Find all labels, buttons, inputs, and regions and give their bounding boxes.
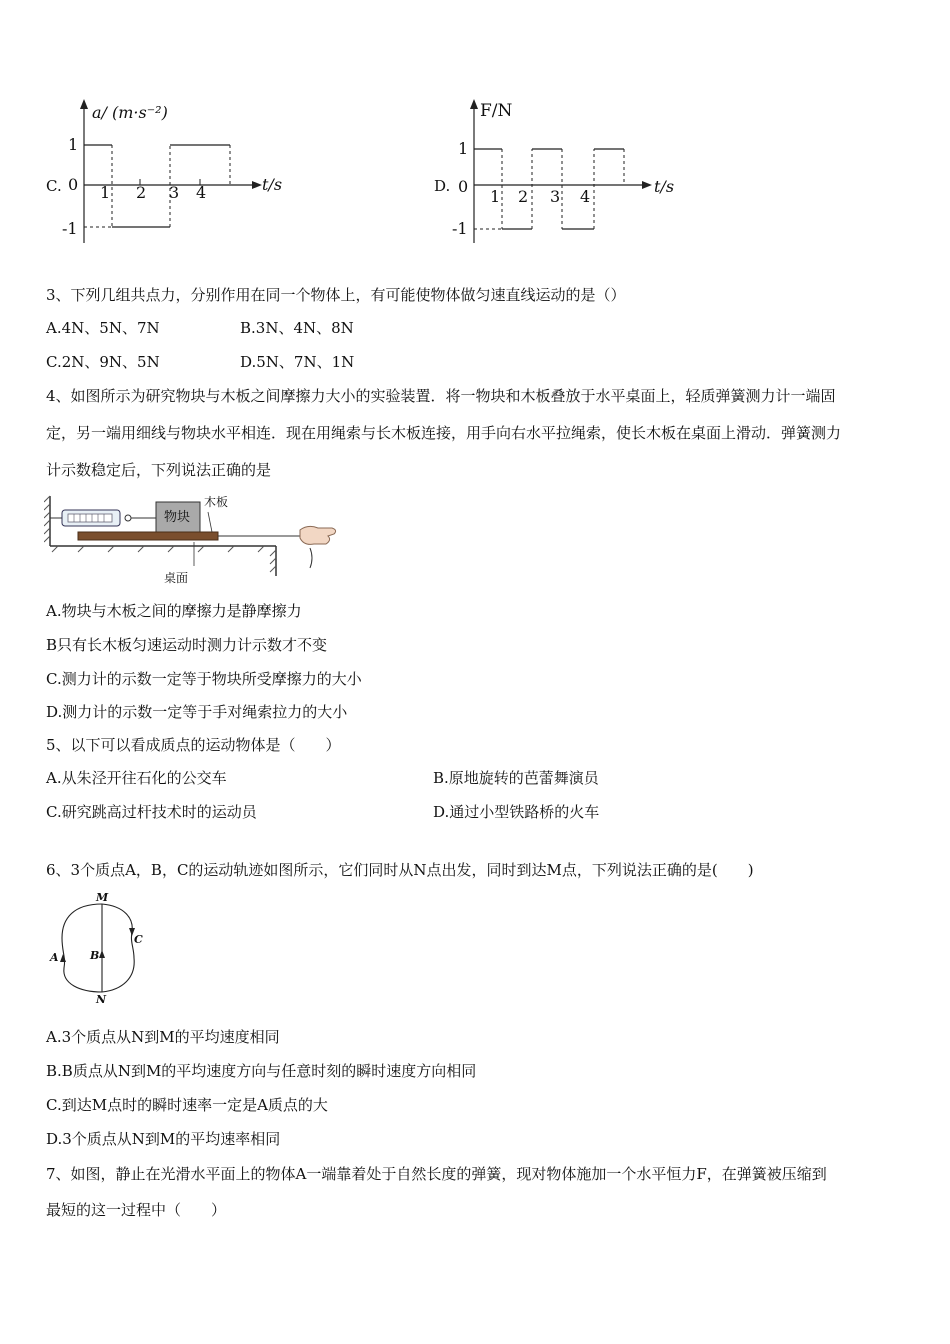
graph-d-y-tick-neg1: -1 bbox=[452, 219, 468, 238]
graph-c-y-axis-label: a/ (m·s⁻²) bbox=[92, 103, 168, 122]
q3-option-b: B.3N、4N、8N bbox=[240, 319, 354, 337]
q4-apparatus-diagram bbox=[44, 492, 344, 588]
q6-curve-a: A bbox=[50, 951, 59, 964]
q3-option-a: A.4N、5N、7N bbox=[46, 319, 160, 337]
graph-d-x-tick-2: 2 bbox=[518, 187, 529, 206]
graph-c-x-axis-label: t/s bbox=[262, 175, 283, 194]
q3-stem: 3、下列几组共点力，分别作用在同一个物体上，有可能使物体做匀速直线运动的是（） bbox=[46, 286, 626, 304]
graph-c-y-tick-neg1: -1 bbox=[62, 219, 78, 238]
q4-option-a: A.物块与木板之间的摩擦力是静摩擦力 bbox=[46, 602, 302, 620]
q6-option-d: D.3个质点从N到M的平均速率相同 bbox=[46, 1130, 281, 1148]
q7-stem-line-1: 7、如图，静止在光滑水平面上的物体A一端靠着处于自然长度的弹簧，现对物体施加一个水平恒力F，在弹簧被压缩到 bbox=[46, 1165, 827, 1183]
graph-c-x-tick-4: 4 bbox=[196, 183, 207, 202]
q4-block-label: 物块 bbox=[164, 510, 191, 525]
q4-option-b: B只有长木板匀速运动时测力计示数才不变 bbox=[46, 636, 328, 654]
graph-c-plot bbox=[40, 95, 300, 255]
q6-stem: 6、3个质点A，B，C的运动轨迹如图所示，它们同时从N点出发，同时到达M点，下列说法正确的是( ) bbox=[46, 861, 754, 879]
q4-table-label: 桌面 bbox=[164, 571, 189, 585]
q4-option-d: D.测力计的示数一定等于手对绳索拉力的大小 bbox=[46, 703, 348, 721]
q5-option-d: D.通过小型铁路桥的火车 bbox=[433, 803, 600, 821]
q4-stem-line-2: 定，另一端用细线与物块水平相连．现在用绳索与长木板连接，用手向右水平拉绳索，使长木板在桌面上滑动．弹簧测力 bbox=[46, 424, 842, 442]
q6-point-n: N bbox=[96, 993, 107, 1006]
q5-option-b: B.原地旋转的芭蕾舞演员 bbox=[433, 769, 599, 787]
graph-d-y-tick-0: 0 bbox=[458, 177, 469, 196]
graph-c-x-tick-3: 3 bbox=[169, 183, 180, 202]
q4-board-label: 木板 bbox=[204, 495, 229, 509]
q6-curve-b: B bbox=[90, 949, 100, 962]
q4-stem-line-1: 4、如图所示为研究物块与木板之间摩擦力大小的实验装置．将一物块和木板叠放于水平桌面上，轻质弹簧测力计一端固 bbox=[46, 387, 836, 405]
q7-stem-line-2: 最短的这一过程中（ ） bbox=[46, 1201, 227, 1219]
graph-d-plot bbox=[430, 95, 690, 255]
graph-d-y-axis-label: F/N bbox=[480, 101, 513, 121]
graph-c-option-label: C. bbox=[46, 177, 62, 195]
graph-d-option-label: D. bbox=[434, 177, 451, 195]
graph-d-x-tick-4: 4 bbox=[580, 187, 591, 206]
q6-point-m: M bbox=[96, 891, 109, 904]
q4-option-c: C.测力计的示数一定等于物块所受摩擦力的大小 bbox=[46, 670, 362, 688]
graph-c bbox=[40, 95, 300, 255]
q6-option-c: C.到达M点时的瞬时速率一定是A质点的大 bbox=[46, 1096, 328, 1114]
q6-option-a: A.3个质点从N到M的平均速度相同 bbox=[46, 1028, 280, 1046]
q6-option-b: B.B质点从N到M的平均速度方向与任意时刻的瞬时速度方向相同 bbox=[46, 1062, 477, 1080]
graph-c-x-tick-2: 2 bbox=[136, 183, 147, 202]
q5-option-a: A.从朱泾开往石化的公交车 bbox=[46, 769, 227, 787]
q5-option-c: C.研究跳高过杆技术时的运动员 bbox=[46, 803, 257, 821]
graph-c-y-tick-0: 0 bbox=[68, 175, 79, 194]
q6-figure bbox=[44, 888, 154, 1008]
q6-curve-c: C bbox=[134, 933, 143, 946]
q3-option-d: D.5N、7N、1N bbox=[240, 353, 355, 371]
q4-stem-line-3: 计示数稳定后，下列说法正确的是 bbox=[46, 461, 272, 479]
graph-c-x-tick-1: 1 bbox=[100, 183, 111, 202]
graph-d-y-tick-1: 1 bbox=[458, 139, 469, 158]
graph-d-x-tick-1: 1 bbox=[490, 187, 501, 206]
q5-stem: 5、以下可以看成质点的运动物体是（ ） bbox=[46, 736, 341, 754]
graph-d-x-axis-label: t/s bbox=[654, 177, 675, 196]
graph-d bbox=[430, 95, 690, 255]
graph-c-y-tick-1: 1 bbox=[68, 135, 79, 154]
q3-option-c: C.2N、9N、5N bbox=[46, 353, 160, 371]
graph-d-x-tick-3: 3 bbox=[550, 187, 561, 206]
q4-figure bbox=[44, 492, 344, 588]
